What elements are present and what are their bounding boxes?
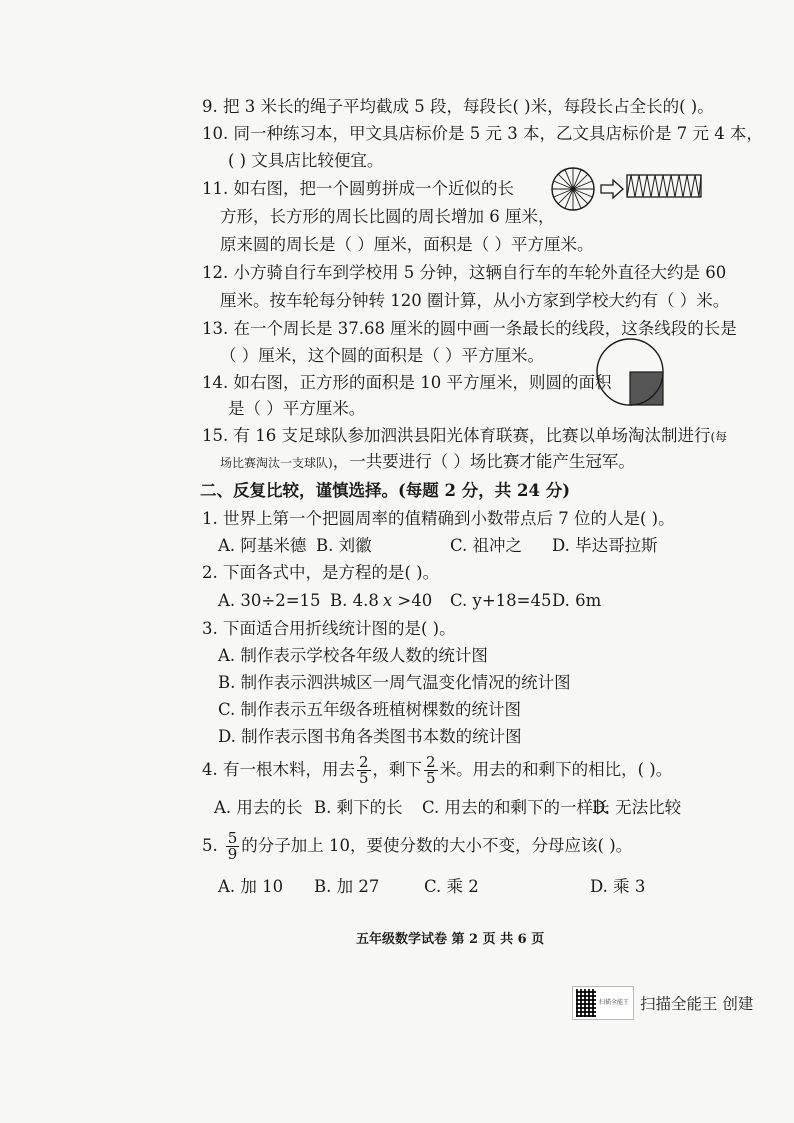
option-d: D. 毕达哥拉斯	[552, 536, 658, 555]
cut-circle-sectors-figure	[550, 166, 596, 212]
mc-question-2: 2. 下面各式中，是方程的是( )。	[202, 563, 440, 582]
question-10-line-2: ( ) 文具店比较便宜。	[228, 151, 384, 170]
question-11-line-2: 方形，长方形的周长比圆的周长增加 6 厘米，	[220, 207, 555, 226]
mc-question-3-option-a: A. 制作表示学校各年级人数的统计图	[218, 646, 488, 665]
question-12-line-2: 厘米。按车轮每分钟转 120 圈计算，从小方家到学校大约有（ ）米。	[220, 291, 730, 310]
numerator: 2	[359, 753, 369, 771]
option-d: D. 6m	[552, 591, 602, 610]
option-b-variable: x	[382, 591, 393, 610]
circle-with-square-figure	[594, 336, 666, 408]
q4-text-end: 米。用去的和剩下的相比，( )。	[439, 760, 673, 779]
denominator: 9	[227, 845, 238, 863]
option-a: A. 用去的长	[214, 798, 303, 817]
option-b	[330, 590, 432, 612]
page-footer: 五年级数学试卷 第 2 页 共 6 页	[356, 932, 545, 947]
option-b-prefix: B. 4.8	[330, 591, 379, 610]
q4-fraction-2	[424, 755, 438, 786]
option-c: C. y+18=45	[450, 591, 552, 610]
option-d: D. 乘 3	[590, 877, 646, 896]
mc-question-3-option-d: D. 制作表示图书角各类图书本数的统计图	[218, 727, 522, 746]
option-a: A. 加 10	[218, 877, 284, 896]
scanner-logo-text: 扫描全能王	[599, 999, 630, 1006]
q4-text-mid: ，剩下	[372, 760, 423, 779]
question-14-line-1: 14. 如右图，正方形的面积是 10 平方厘米，则圆的面积	[202, 373, 612, 392]
question-10-line-1: 10. 同一种练习本，甲文具店标价是 5 元 3 本，乙文具店标价是 7 元 4 本，	[202, 124, 763, 143]
section-2-heading: 二、反复比较，谨慎选择。(每题 2 分，共 24 分)	[200, 481, 571, 500]
numerator: 5	[227, 829, 238, 847]
option-b: B. 剩下的长	[314, 798, 403, 817]
scanner-label: 扫描全能王 创建	[640, 995, 754, 1013]
mc-question-5	[202, 830, 632, 862]
q5-text: 的分子加上 10，要使分数的大小不变，分母应该( )。	[241, 836, 633, 855]
question-11-line-3: 原来圆的周长是（ ）厘米，面积是（ ）平方厘米。	[220, 235, 594, 254]
q5-fraction	[226, 831, 240, 862]
question-13-line-1: 13. 在一个周长是 37.68 厘米的圆中画一条最长的线段，这条线段的长是	[202, 319, 737, 338]
mc-question-3: 3. 下面适合用折线统计图的是( )。	[202, 619, 456, 638]
option-c: C. 祖冲之	[450, 536, 523, 555]
question-15-rest: ，一共要进行（ ）场比赛才能产生冠军。	[332, 452, 635, 471]
q4-fraction-1	[357, 755, 371, 786]
scanner-watermark	[572, 986, 753, 1020]
option-b: B. 加 27	[314, 877, 380, 896]
mc-question-1: 1. 世界上第一个把圆周率的值精确到小数带点后 7 位的人是( )。	[202, 509, 675, 528]
option-a: A. 30÷2=15	[218, 591, 321, 610]
question-12-line-1: 12. 小方骑自行车到学校用 5 分钟，这辆自行车的车轮外直径大约是 60	[202, 263, 727, 282]
option-a: A. 阿基米德	[218, 536, 307, 555]
q5-number: 5.	[202, 836, 218, 855]
numerator: 2	[426, 753, 436, 771]
qr-code-icon	[576, 989, 596, 1017]
question-11-line-1: 11. 如右图，把一个圆剪拼成一个近似的长	[202, 179, 514, 198]
question-14-line-2: 是（ ）平方厘米。	[228, 399, 366, 418]
q4-text-start: 4. 有一根木料，用去	[202, 760, 355, 779]
scanner-logo	[572, 986, 634, 1020]
option-c: C. 乘 2	[424, 877, 479, 896]
mc-question-3-option-c: C. 制作表示五年级各班植树棵数的统计图	[218, 700, 522, 719]
question-15-note-1: (每	[710, 430, 728, 444]
question-15-line-1	[202, 425, 727, 448]
mc-question-3-option-b: B. 制作表示泗洪城区一周气温变化情况的统计图	[218, 673, 571, 692]
mc-question-4	[202, 754, 672, 786]
arrow-right-icon	[600, 178, 624, 200]
option-b: B. 刘徽	[316, 536, 372, 555]
zigzag-rectangle-figure	[626, 174, 702, 198]
question-15-line-2	[220, 451, 635, 474]
option-d: D. 无法比较	[592, 798, 682, 817]
option-c: C. 用去的和剩下的一样长	[422, 798, 610, 817]
question-15-note-2: 场比赛淘汰一支球队)	[220, 456, 333, 470]
question-9: 9. 把 3 米长的绳子平均截成 5 段，每段长( )米，每段长占全长的( )。	[202, 97, 714, 116]
question-15-main: 15. 有 16 支足球队参加泗洪县阳光体育联赛，比赛以单场淘汰制进行	[202, 426, 711, 445]
option-b-suffix: >40	[392, 591, 433, 610]
denominator: 5	[426, 769, 436, 787]
question-13-line-2: （ ）厘米，这个圆的面积是（ ）平方厘米。	[220, 346, 544, 365]
denominator: 5	[359, 769, 369, 787]
